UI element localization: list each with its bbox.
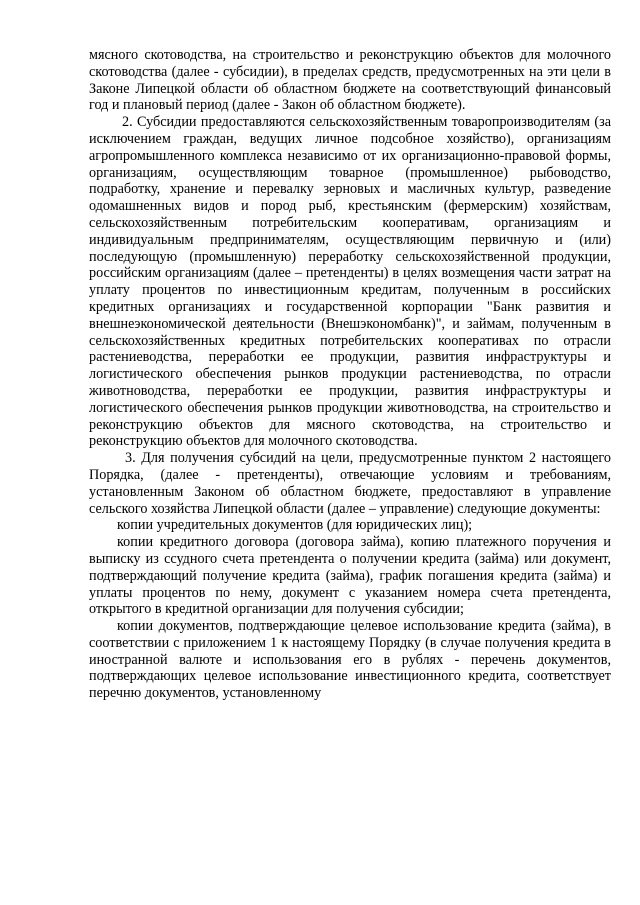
paragraph-list-item: копии документов, подтверждающие целевое использование кредита (займа), в соответствии с приложением 1 к настоящему Порядку (в случае получения кредита в иностранной валюте и использования его в рублях - перечень документов, подтверждающих целевое использование инвестиционного кредита, соответствует перечню документов, установленному bbox=[89, 618, 611, 702]
paragraph-item-2: 2. Субсидии предоставляются сельскохозяйственным товаропроизводителям (за исключением граждан, ведущих личное подсобное хозяйство), организациям агропромышленного комплекса независимо от их организационно-правовой формы, организациям, осуществляющим товарное (промышленное) рыбоводство, подработку, хранение и перевалку зерновых и масличных культур, разведение одомашненных видов и пород рыб, крестьянским (фермерским) хозяйствам, сельскохозяйственным потребительским кооперативам, организациям и индивидуальным предпринимателям, осуществляющим первичную и (или) последующую (промышленную) переработку сельскохозяйственной продукции, российским организациям (далее – претенденты) в целях возмещения части затрат на уплату процентов по инвестиционным кредитам, полученным в российских кредитных организациях и государственной корпорации "Банк развития и внешнеэкономической деятельности (Внешэкономбанк)", и займам, полученным в сельскохозяйственных кредитных потребительских кооперативах по отрасли растениеводства, переработки ее продукции, развития инфраструктуры и логистического обеспечения рынков продукции растениеводства, по отрасли животноводства, переработки ее продукции, развития инфраструктуры и логистического обеспечения рынков продукции животноводства, на строительство и реконструкцию объектов для мясного скотоводства, на строительство и реконструкцию объектов для молочного скотоводства. bbox=[89, 114, 611, 450]
paragraph-list-item: копии учредительных документов (для юридических лиц); bbox=[117, 517, 473, 534]
paragraph-item-3: 3. Для получения субсидий на цели, предусмотренные пунктом 2 настоящего Порядка, (далее - претенденты), отвечающие условиям и требованиям, установленным Законом об областном бюджете, предоставляют в управление сельского хозяйства Липецкой области (далее – управление) следующие документы: bbox=[89, 450, 611, 517]
paragraph-list-item: копии кредитного договора (договора займа), копию платежного поручения и выписку из ссудного счета претендента о получении кредита (займа) или документ, подтверждающий получение кредита (займа), график погашения кредита (займа) и уплаты процентов по нему, документ с указанием номера счета претендента, открытого в кредитной организации для получения субсидии; bbox=[89, 534, 611, 618]
document-page bbox=[89, 47, 611, 702]
paragraph-continuation: мясного скотоводства, на строительство и реконструкцию объектов для молочного скотоводства (далее - субсидии), в пределах средств, предусмотренных на эти цели в Законе Липецкой области об областном бюджете на соответствующий финансовый год и плановый период (далее - Закон об областном бюджете). bbox=[89, 47, 611, 114]
